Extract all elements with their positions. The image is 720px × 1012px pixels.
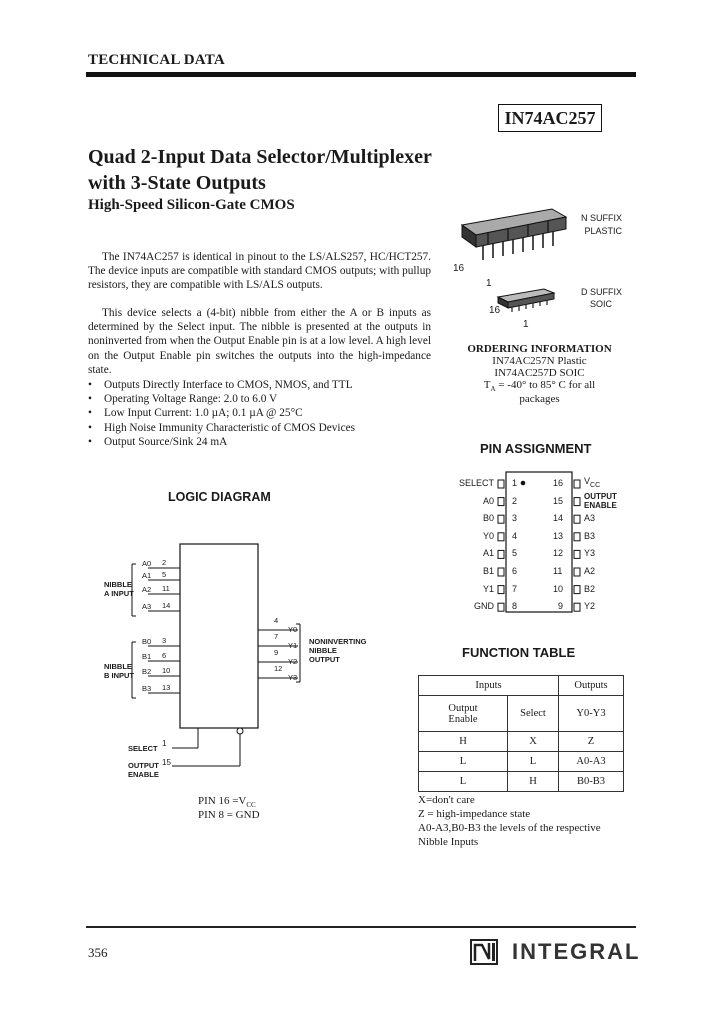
pin-box bbox=[498, 586, 504, 594]
nibble-a-label: NIBBLE A INPUT bbox=[104, 580, 134, 598]
feature-item: • High Noise Immunity Characteristic of CMOS Devices bbox=[88, 421, 438, 435]
function-table bbox=[418, 675, 624, 792]
dip-pin16-label: 16 bbox=[453, 263, 465, 274]
input-pin: 10 bbox=[162, 666, 171, 675]
input-pin: 5 bbox=[162, 570, 167, 579]
col-output-enable: Output Enable bbox=[419, 696, 508, 732]
input-pin: 11 bbox=[162, 584, 170, 593]
oe-label: OUTPUT ENABLE bbox=[128, 761, 159, 779]
description-p2: This device selects a (4-bit) nibble from either the A or B inputs as determined by the Select input. The nibble is presented at the outputs in noninverted from when the Output Enable pin is at a low level. A high level on the Output Enable pin switches the outputs into the high-impedance state. bbox=[88, 307, 431, 376]
pin-number-left: 6 bbox=[512, 566, 518, 576]
pin-name-right: Y3 bbox=[584, 548, 596, 559]
table-cell: A0-A3 bbox=[559, 752, 624, 772]
table-cell: L bbox=[419, 772, 508, 792]
section-header: TECHNICAL DATA bbox=[88, 52, 225, 68]
note: Z = high-impedance state bbox=[418, 808, 531, 820]
pin-name-oe: OUTPUT ENABLE bbox=[584, 491, 617, 510]
input-name: B2 bbox=[142, 667, 152, 676]
pin-name-left: A0 bbox=[482, 495, 494, 506]
soic-pin16-label: 16 bbox=[489, 305, 501, 316]
table-cell: H bbox=[508, 772, 559, 792]
hdr-outputs: Outputs bbox=[559, 676, 624, 696]
dip-pin1-label: 1 bbox=[486, 278, 492, 289]
package-drawings bbox=[448, 205, 638, 335]
n-type-label: PLASTIC bbox=[584, 226, 622, 236]
oe-pin: 15 bbox=[162, 758, 171, 767]
note: X=don't care bbox=[418, 794, 475, 806]
pin-number-left: 1 bbox=[512, 478, 518, 488]
pin-name-left: GND bbox=[474, 601, 494, 612]
pin-name-left: B1 bbox=[482, 566, 494, 576]
table-cell: L bbox=[508, 752, 559, 772]
hdr-inputs: Inputs bbox=[419, 676, 559, 696]
pin-number-left: 3 bbox=[512, 513, 518, 524]
input-name: A0 bbox=[142, 559, 152, 568]
pin-name-left: B0 bbox=[482, 513, 494, 524]
pin-assignment-title: PIN ASSIGNMENT bbox=[480, 441, 592, 456]
pin-number-right: 13 bbox=[553, 530, 564, 541]
page-number: 356 bbox=[88, 945, 108, 960]
pin-number-right: 16 bbox=[553, 478, 564, 488]
output-name: Y3 bbox=[288, 673, 298, 682]
pin-box bbox=[498, 515, 504, 523]
output-pin: 7 bbox=[274, 632, 279, 641]
pin-number-right: 9 bbox=[558, 601, 564, 612]
footer-rule bbox=[86, 926, 636, 928]
header-rule bbox=[86, 72, 636, 77]
feature-item: • Low Input Current: 1.0 µA; 0.1 µA @ 25°C bbox=[88, 406, 438, 420]
table-cell: X bbox=[508, 732, 559, 752]
input-name: A1 bbox=[142, 571, 152, 580]
brand-name: INTEGRAL bbox=[512, 939, 641, 964]
feature-item: • Output Source/Sink 24 mA bbox=[88, 435, 438, 449]
oe-bubble bbox=[237, 728, 243, 734]
logic-diagram-title: LOGIC DIAGRAM bbox=[168, 490, 271, 504]
pin-box bbox=[574, 550, 580, 558]
integral-logo-icon bbox=[470, 939, 500, 965]
input-pin: 13 bbox=[162, 683, 171, 692]
output-name: Y1 bbox=[288, 641, 298, 650]
col-outputs: Y0-Y3 bbox=[559, 696, 624, 732]
page-title: Quad 2-Input Data Selector/Multiplexer bbox=[88, 146, 432, 168]
pin-box bbox=[498, 603, 504, 611]
output-pin: 4 bbox=[274, 616, 279, 625]
output-pin: 9 bbox=[274, 648, 279, 657]
pin16-note: PIN $16 =V_{CC}$ bbox=[198, 795, 256, 810]
select-pin: 1 bbox=[162, 739, 167, 748]
n-suffix-label: N SUFFIX bbox=[580, 213, 622, 223]
output-label: NONINVERTING NIBBLE OUTPUT bbox=[309, 637, 367, 664]
page-title-line2: with 3-State Outputs bbox=[88, 172, 266, 194]
pin-name-right: Y2 bbox=[584, 601, 596, 612]
select-label: SELECT bbox=[128, 744, 158, 753]
input-pin: 2 bbox=[162, 558, 167, 567]
pin-box bbox=[574, 603, 580, 611]
input-pin: 3 bbox=[162, 636, 167, 645]
pin-number-left: 5 bbox=[512, 548, 518, 559]
feature-item: • Outputs Directly Interface to CMOS, NMOS, and TTL bbox=[88, 378, 438, 392]
pin-box bbox=[574, 480, 580, 488]
pin-box bbox=[498, 533, 504, 541]
input-name: B0 bbox=[142, 637, 152, 646]
pin-number-right: 10 bbox=[553, 583, 564, 594]
pin-box bbox=[498, 480, 504, 488]
pin-box bbox=[498, 498, 504, 506]
pin-box bbox=[574, 586, 580, 594]
pin-name-left: Y1 bbox=[482, 583, 494, 594]
d-type-label: SOIC bbox=[589, 299, 612, 309]
function-table-title: FUNCTION TABLE bbox=[462, 645, 576, 660]
pin-number-right: 12 bbox=[553, 548, 564, 559]
feature-list bbox=[88, 378, 438, 449]
note: A0-A3,B0-B3 the levels of the respective bbox=[418, 822, 601, 834]
pin-box bbox=[574, 515, 580, 523]
part-number: IN74AC257 bbox=[498, 104, 602, 132]
pin-name-vcc: $V_{CC}$ bbox=[584, 476, 601, 489]
pin-name-right: A2 bbox=[584, 566, 596, 576]
pin-name-right: B3 bbox=[584, 530, 596, 541]
pin-number-right: 11 bbox=[553, 566, 563, 576]
feature-item: • Operating Voltage Range: 2.0 to 6.0 V bbox=[88, 392, 438, 406]
col-select: Select bbox=[508, 696, 559, 732]
nibble-b-label: NIBBLE B INPUT bbox=[104, 662, 134, 680]
dip-package-icon bbox=[462, 209, 566, 260]
pin-name-left: SELECT bbox=[458, 478, 494, 488]
input-pin: 6 bbox=[162, 651, 167, 660]
pin-box bbox=[574, 533, 580, 541]
table-cell: Z bbox=[559, 732, 624, 752]
ordering-line: IN74AC257N Plastic bbox=[492, 355, 587, 367]
pin-number-left: 7 bbox=[512, 583, 518, 594]
function-table-notes bbox=[418, 793, 601, 849]
d-suffix-label: D SUFFIX bbox=[580, 287, 622, 297]
pin-name-right: B2 bbox=[584, 583, 596, 594]
input-pin: 14 bbox=[162, 601, 171, 610]
input-name: A2 bbox=[142, 585, 152, 594]
table-cell: L bbox=[419, 752, 508, 772]
ordering-info bbox=[452, 343, 627, 405]
ordering-title: ORDERING INFORMATION bbox=[467, 343, 612, 355]
pin-number-left: 2 bbox=[512, 495, 518, 506]
pin-number-right: 14 bbox=[553, 513, 564, 524]
pin-number-left: 8 bbox=[512, 601, 518, 612]
output-pin: 12 bbox=[274, 664, 283, 673]
output-name: Y0 bbox=[288, 625, 298, 634]
pin-number-right: 15 bbox=[553, 495, 564, 506]
pin-name-left: A1 bbox=[482, 548, 494, 559]
pin-box bbox=[574, 498, 580, 506]
page-subtitle: High-Speed Silicon-Gate CMOS bbox=[88, 197, 295, 213]
pin-box bbox=[498, 550, 504, 558]
pin-name-left: Y0 bbox=[482, 530, 494, 541]
soic-package-icon bbox=[498, 289, 554, 312]
input-name: B3 bbox=[142, 684, 152, 693]
pin-box bbox=[498, 568, 504, 576]
pin-number-left: 4 bbox=[512, 530, 518, 541]
note: Nibble Inputs bbox=[418, 836, 479, 848]
soic-pin1-label: 1 bbox=[523, 319, 529, 330]
table-cell: H bbox=[419, 732, 508, 752]
input-name: B1 bbox=[142, 652, 152, 661]
table-cell: B0-B3 bbox=[559, 772, 624, 792]
description-p1: The IN74AC257 is identical in pinout to the LS/ALS257, HC/HCT257. The device inputs are compatible with standard CMOS outputs; with pullup resistors, they are compatible with LS/ALS outputs. bbox=[88, 251, 431, 292]
pin-box bbox=[574, 568, 580, 576]
input-name: A3 bbox=[142, 602, 152, 611]
output-name: Y2 bbox=[288, 657, 298, 666]
ordering-line: packages bbox=[519, 393, 560, 406]
pin-name-right: A3 bbox=[584, 513, 596, 524]
pin8-note: PIN 8 = GND bbox=[198, 809, 260, 821]
ordering-temp: $T_A = -40^\circ$ to 85° C for all bbox=[483, 379, 596, 394]
ordering-line: IN74AC257D SOIC bbox=[494, 367, 585, 379]
